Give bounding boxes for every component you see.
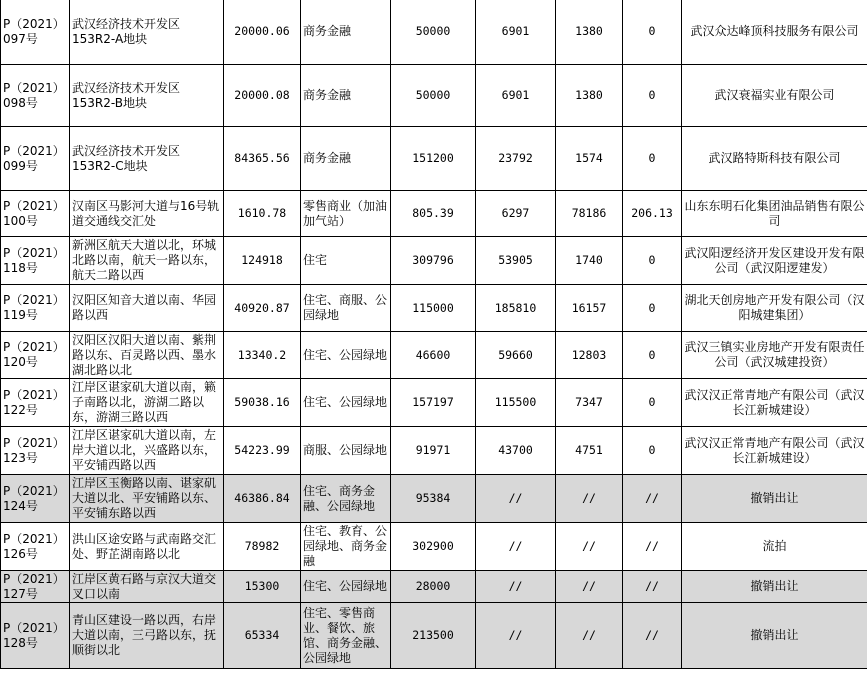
land-use-cell: 商服、公园绿地 (301, 427, 391, 475)
buyer-cell: 武汉汉正常青地产有限公司（武汉长江新城建设） (682, 379, 867, 427)
floor-area-cell: 115000 (391, 285, 476, 332)
lot-id-cell: P（2021）123号 (1, 427, 70, 475)
lot-id-cell: P（2021）097号 (1, 0, 70, 65)
table-row (1, 475, 867, 523)
buyer-cell: 流拍 (682, 523, 867, 571)
location-cell: 江岸区玉衡路以南、谌家矶大道以北、平安铺路以东、平安铺东路以西 (70, 475, 224, 523)
unit-price-cell: 78186 (556, 191, 623, 237)
buyer-cell: 撤销出让 (682, 475, 867, 523)
transaction-price-cell: 6901 (476, 65, 556, 127)
buyer-cell: 武汉路特斯科技有限公司 (682, 127, 867, 191)
location-cell: 武汉经济技术开发区153R2-C地块 (70, 127, 224, 191)
premium-rate-cell: // (623, 523, 682, 571)
floor-area-cell: 46600 (391, 332, 476, 379)
land-use-cell: 住宅、公园绿地 (301, 332, 391, 379)
floor-area-cell: 28000 (391, 571, 476, 603)
table-row (1, 603, 867, 669)
transaction-price-cell: // (476, 603, 556, 669)
land-area-cell: 20000.06 (224, 0, 301, 65)
land-area-cell: 78982 (224, 523, 301, 571)
unit-price-cell: 16157 (556, 285, 623, 332)
transaction-price-cell: 23792 (476, 127, 556, 191)
unit-price-cell: // (556, 571, 623, 603)
premium-rate-cell: 0 (623, 379, 682, 427)
buyer-cell: 武汉阳逻经济开发区建设开发有限公司（武汉阳逻建发） (682, 237, 867, 285)
location-cell: 新洲区航天大道以北，环城北路以南，航天一路以东，航天二路以西 (70, 237, 224, 285)
premium-rate-cell: 0 (623, 237, 682, 285)
land-area-cell: 46386.84 (224, 475, 301, 523)
premium-rate-cell: // (623, 603, 682, 669)
transaction-price-cell: 43700 (476, 427, 556, 475)
land-use-cell: 住宅、公园绿地 (301, 379, 391, 427)
lot-id-cell: P（2021）098号 (1, 65, 70, 127)
lot-id-cell: P（2021）128号 (1, 603, 70, 669)
land-area-cell: 15300 (224, 571, 301, 603)
table-row (1, 571, 867, 603)
land-use-cell: 住宅、商服、公园绿地 (301, 285, 391, 332)
land-area-cell: 1610.78 (224, 191, 301, 237)
unit-price-cell: 12803 (556, 332, 623, 379)
land-use-cell: 住宅、零售商业、餐饮、旅馆、商务金融、公园绿地 (301, 603, 391, 669)
lot-id-cell: P（2021）126号 (1, 523, 70, 571)
land-area-cell: 124918 (224, 237, 301, 285)
premium-rate-cell: 206.13 (623, 191, 682, 237)
floor-area-cell: 151200 (391, 127, 476, 191)
transaction-price-cell: // (476, 571, 556, 603)
table-row (1, 0, 867, 65)
unit-price-cell: 1740 (556, 237, 623, 285)
lot-id-cell: P（2021）118号 (1, 237, 70, 285)
table-row (1, 65, 867, 127)
buyer-cell: 武汉三镇实业房地产开发有限责任公司（武汉城建投资） (682, 332, 867, 379)
table-row (1, 379, 867, 427)
unit-price-cell: 4751 (556, 427, 623, 475)
floor-area-cell: 309796 (391, 237, 476, 285)
lot-id-cell: P（2021）100号 (1, 191, 70, 237)
transaction-price-cell: 115500 (476, 379, 556, 427)
land-use-cell: 零售商业（加油加气站） (301, 191, 391, 237)
floor-area-cell: 805.39 (391, 191, 476, 237)
unit-price-cell: 1574 (556, 127, 623, 191)
premium-rate-cell: 0 (623, 427, 682, 475)
land-use-cell: 住宅、公园绿地 (301, 571, 391, 603)
buyer-cell: 撤销出让 (682, 571, 867, 603)
floor-area-cell: 157197 (391, 379, 476, 427)
buyer-cell: 湖北天创房地产开发有限公司（汉阳城建集团） (682, 285, 867, 332)
transaction-price-cell: // (476, 475, 556, 523)
lot-id-cell: P（2021）120号 (1, 332, 70, 379)
unit-price-cell: // (556, 475, 623, 523)
land-use-cell: 住宅、教育、公园绿地、商务金融 (301, 523, 391, 571)
floor-area-cell: 213500 (391, 603, 476, 669)
transaction-price-cell: 185810 (476, 285, 556, 332)
location-cell: 江岸区谌家矶大道以南，左岸大道以北，兴盛路以东，平安铺西路以西 (70, 427, 224, 475)
premium-rate-cell: // (623, 475, 682, 523)
land-use-cell: 商务金融 (301, 0, 391, 65)
unit-price-cell: // (556, 523, 623, 571)
location-cell: 洪山区途安路与武南路交汇处、野芷湖南路以北 (70, 523, 224, 571)
land-area-cell: 40920.87 (224, 285, 301, 332)
table-row (1, 285, 867, 332)
land-use-cell: 住宅 (301, 237, 391, 285)
buyer-cell: 撤销出让 (682, 603, 867, 669)
premium-rate-cell: 0 (623, 285, 682, 332)
transaction-price-cell: 53905 (476, 237, 556, 285)
land-area-cell: 59038.16 (224, 379, 301, 427)
land-use-cell: 住宅、商务金融、公园绿地 (301, 475, 391, 523)
table-row (1, 191, 867, 237)
floor-area-cell: 91971 (391, 427, 476, 475)
table-row (1, 427, 867, 475)
unit-price-cell: 1380 (556, 0, 623, 65)
land-area-cell: 65334 (224, 603, 301, 669)
premium-rate-cell: 0 (623, 0, 682, 65)
unit-price-cell: 1380 (556, 65, 623, 127)
location-cell: 汉阳区汉阳大道以南、紫荆路以东、百灵路以西、墨水湖北路以北 (70, 332, 224, 379)
buyer-cell: 武汉衰福实业有限公司 (682, 65, 867, 127)
land-use-cell: 商务金融 (301, 65, 391, 127)
unit-price-cell: 7347 (556, 379, 623, 427)
table-row (1, 332, 867, 379)
location-cell: 汉阳区知音大道以南、华园路以西 (70, 285, 224, 332)
buyer-cell: 武汉汉正常青地产有限公司（武汉长江新城建设） (682, 427, 867, 475)
land-area-cell: 13340.2 (224, 332, 301, 379)
location-cell: 江岸区黄石路与京汉大道交叉口以南 (70, 571, 224, 603)
floor-area-cell: 302900 (391, 523, 476, 571)
floor-area-cell: 50000 (391, 65, 476, 127)
buyer-cell: 山东东明石化集团油品销售有限公司 (682, 191, 867, 237)
land-use-cell: 商务金融 (301, 127, 391, 191)
lot-id-cell: P（2021）099号 (1, 127, 70, 191)
buyer-cell: 武汉众达峰顶科技服务有限公司 (682, 0, 867, 65)
transaction-price-cell: 6297 (476, 191, 556, 237)
premium-rate-cell: // (623, 571, 682, 603)
table-row (1, 237, 867, 285)
table-row (1, 127, 867, 191)
land-area-cell: 84365.56 (224, 127, 301, 191)
floor-area-cell: 50000 (391, 0, 476, 65)
transaction-price-cell: 6901 (476, 0, 556, 65)
lot-id-cell: P（2021）122号 (1, 379, 70, 427)
transaction-price-cell: 59660 (476, 332, 556, 379)
premium-rate-cell: 0 (623, 127, 682, 191)
land-area-cell: 54223.99 (224, 427, 301, 475)
unit-price-cell: // (556, 603, 623, 669)
location-cell: 武汉经济技术开发区153R2-A地块 (70, 0, 224, 65)
floor-area-cell: 95384 (391, 475, 476, 523)
lot-id-cell: P（2021）124号 (1, 475, 70, 523)
land-area-cell: 20000.08 (224, 65, 301, 127)
location-cell: 江岸区谌家矶大道以南，籁子南路以北，游湖二路以东，游湖三路以西 (70, 379, 224, 427)
table-row (1, 523, 867, 571)
lot-id-cell: P（2021）127号 (1, 571, 70, 603)
premium-rate-cell: 0 (623, 332, 682, 379)
location-cell: 武汉经济技术开发区153R2-B地块 (70, 65, 224, 127)
premium-rate-cell: 0 (623, 65, 682, 127)
transaction-price-cell: // (476, 523, 556, 571)
location-cell: 汉南区马影河大道与16号轨道交通线交汇处 (70, 191, 224, 237)
location-cell: 青山区建设一路以西，右岸大道以南，三弓路以东，抚顺街以北 (70, 603, 224, 669)
lot-id-cell: P（2021）119号 (1, 285, 70, 332)
